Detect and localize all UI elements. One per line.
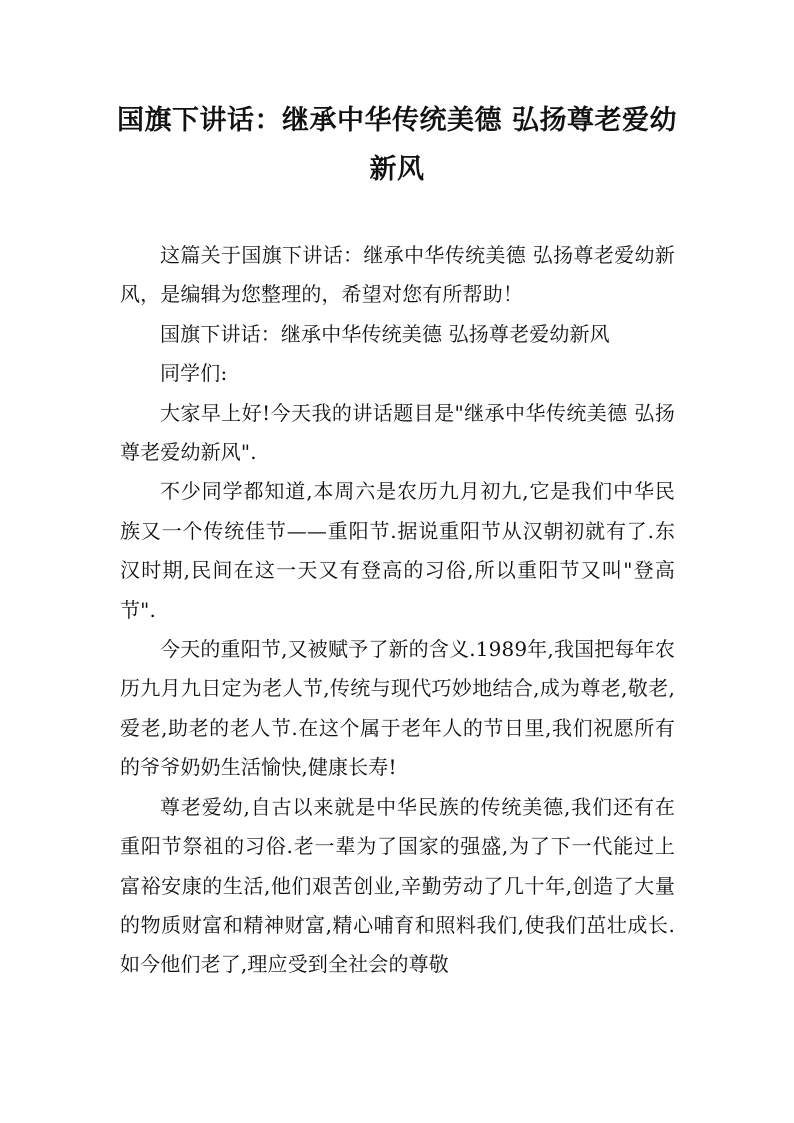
greeting-paragraph: 大家早上好!今天我的讲话题目是"继承中华传统美德 弘扬尊老爱幼新风". (120, 400, 675, 465)
speech-heading: 国旗下讲话：继承中华传统美德 弘扬尊老爱幼新风 (160, 321, 610, 346)
document-body (120, 236, 675, 985)
body-paragraph: 尊老爱幼,自古以来就是中华民族的传统美德,我们还有在重阳节祭祖的习俗.老一辈为了国家的强盛,为了下一代能过上富裕安康的生活,他们艰苦创业,辛勤劳动了几十年,创造了大量的物质财富和精神财富,精心哺育和照料我们,使我们茁壮成长.如今他们老了,理应受到全社会的尊敬 (120, 794, 675, 977)
document-title: 国旗下讲话：继承中华传统美德 弘扬尊老爱幼新风 (117, 105, 677, 185)
body-paragraph: 不少同学都知道,本周六是农历九月初九,它是我们中华民族又一个传统佳节——重阳节.据说重阳节从汉朝初就有了.东汉时期,民间在这一天又有登高的习俗,所以重阳节又叫"登高节". (120, 479, 675, 622)
body-paragraph: 今天的重阳节,又被赋予了新的含义.1989年,我国把每年农历九月九日定为老人节,传统与现代巧妙地结合,成为尊老,敬老,爱老,助老的老人节.在这个属于老年人的节日里,我们祝愿所有的爷爷奶奶生活愉快,健康长寿! (120, 637, 675, 780)
intro-paragraph: 这篇关于国旗下讲话：继承中华传统美德 弘扬尊老爱幼新风，是编辑为您整理的，希望对您有所帮助！ (120, 243, 675, 307)
salutation: 同学们: (160, 361, 228, 386)
